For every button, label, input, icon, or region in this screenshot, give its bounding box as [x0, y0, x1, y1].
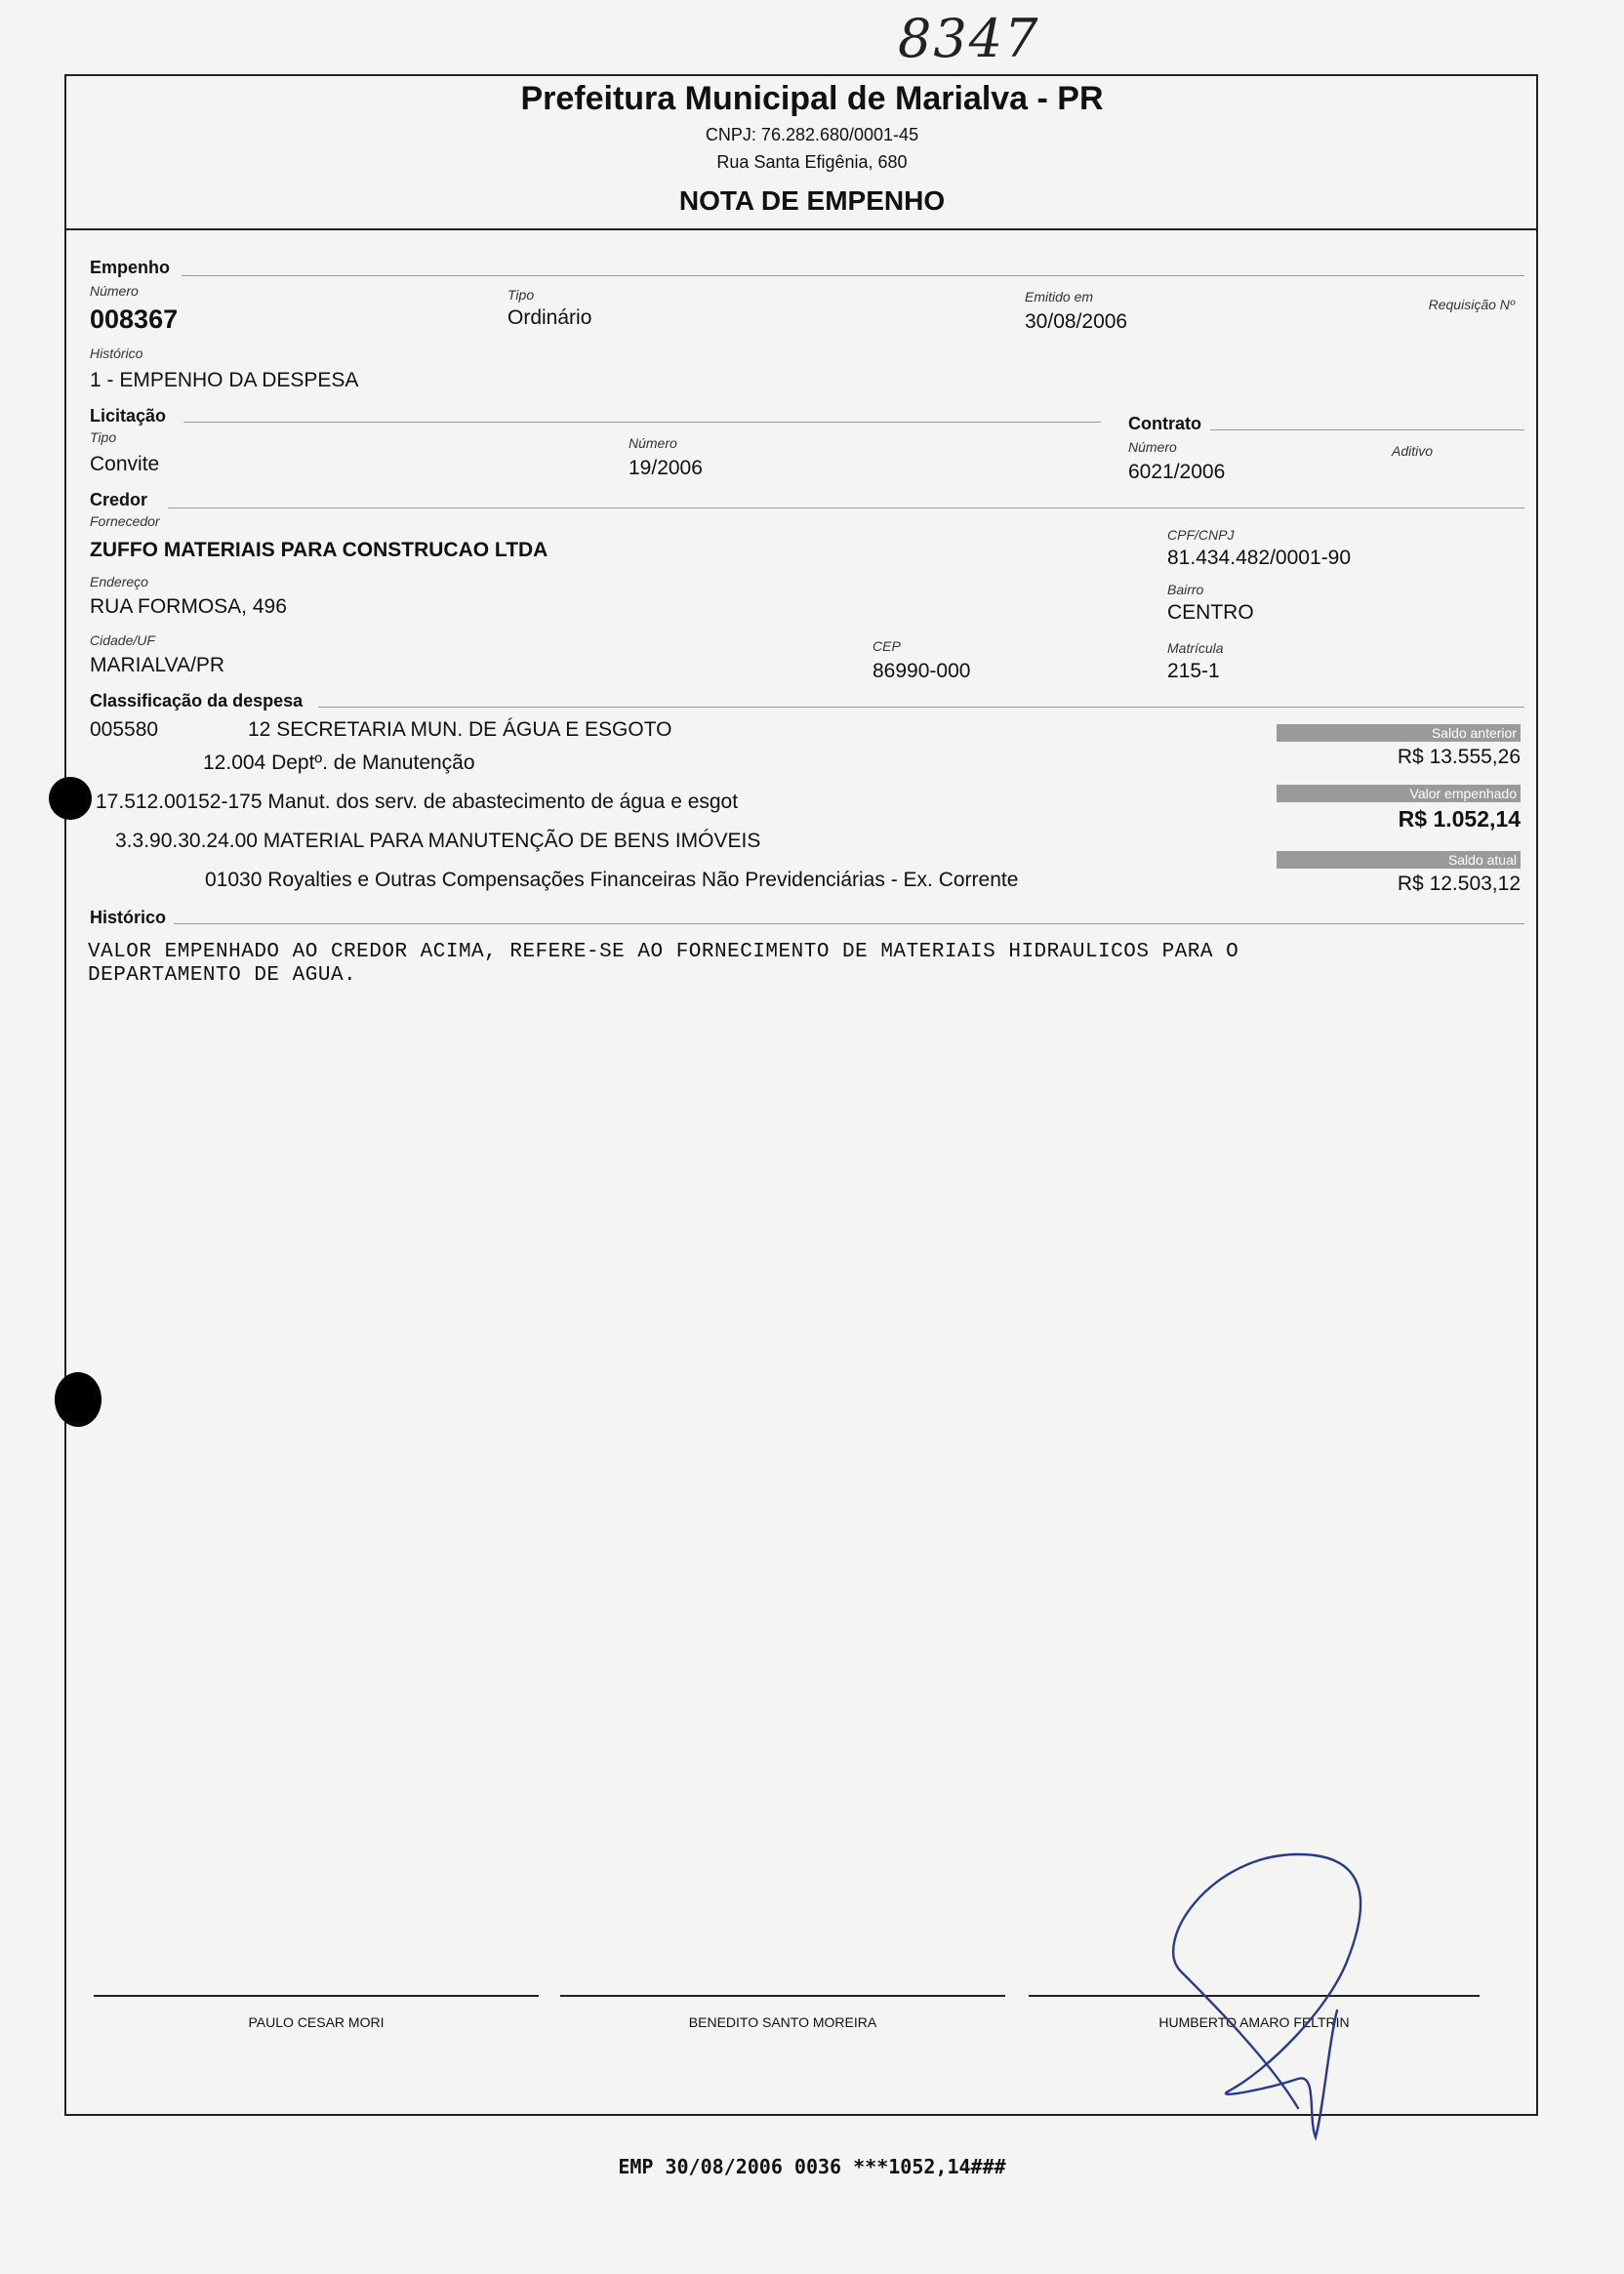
page-title: Prefeitura Municipal de Marialva - PR	[520, 80, 1104, 117]
classificacao-fonte: 01030 Royalties e Outras Compensações Financeiras Não Previdenciárias - Ex. Corrente	[205, 869, 1019, 891]
saldo-anterior-value: R$ 13.555,26	[1397, 746, 1521, 768]
section-contrato: Contrato	[1128, 414, 1201, 433]
emitido-date: 30/08/2006	[1025, 310, 1128, 333]
endereco-value: RUA FORMOSA, 496	[90, 595, 287, 618]
signature-name-3: HUMBERTO AMARO FELTRIN	[1158, 2014, 1350, 2030]
header-address: Rua Santa Efigênia, 680	[716, 152, 908, 172]
matricula-label: Matrícula	[1167, 640, 1224, 656]
footer-authentication-code: EMP 30/08/2006 0036 ***1052,14###	[618, 2155, 1006, 2178]
empenho-tipo: Ordinário	[508, 306, 592, 329]
fornecedor-label: Fornecedor	[90, 513, 160, 529]
classificacao-funcional: 17.512.00152-175 Manut. dos serv. de abastecimento de água e esgot	[96, 791, 739, 813]
contrato-numero: 6021/2006	[1128, 461, 1226, 483]
section-empenho: Empenho	[90, 258, 171, 277]
signature-line	[94, 1995, 539, 1997]
licitacao-tipo-label: Tipo	[90, 429, 117, 445]
cpf-label: CPF/CNPJ	[1167, 527, 1235, 543]
section-historico: Histórico	[90, 908, 167, 927]
handwritten-signature	[1152, 1835, 1405, 2147]
empenho-numero-label: Número	[90, 283, 139, 299]
saldo-anterior-label: Saldo anterior	[1277, 724, 1521, 742]
cidade-label: Cidade/UF	[90, 632, 155, 648]
cidade-value: MARIALVA/PR	[90, 654, 225, 676]
handwritten-number: 8347	[898, 8, 1040, 69]
section-rule	[182, 275, 1524, 276]
historico-line-2: DEPARTAMENTO DE AGUA.	[88, 964, 357, 987]
historico-line-1: VALOR EMPENHADO AO CREDOR ACIMA, REFERE-SE AO FORNECIMENTO DE MATERIAIS HIDRAULICOS PARA O	[88, 941, 1239, 963]
saldo-atual-value: R$ 12.503,12	[1397, 873, 1521, 895]
section-rule	[318, 707, 1524, 708]
cep-label: CEP	[873, 638, 901, 654]
document-title: NOTA DE EMPENHO	[678, 185, 946, 216]
valor-empenhado-label: Valor empenhado	[1277, 785, 1521, 802]
section-rule	[1210, 429, 1524, 430]
licitacao-tipo: Convite	[90, 453, 160, 475]
signature-name-1: PAULO CESAR MORI	[248, 2014, 385, 2030]
contrato-numero-label: Número	[1128, 439, 1177, 455]
section-rule	[174, 923, 1524, 924]
section-classificacao: Classificação da despesa	[90, 691, 304, 711]
empenho-tipo-label: Tipo	[508, 287, 535, 303]
section-licitacao: Licitação	[90, 406, 167, 426]
contrato-aditivo-label: Aditivo	[1392, 443, 1434, 459]
classificacao-departamento: 12.004 Deptº. de Manutenção	[203, 751, 475, 774]
emitido-label: Emitido em	[1025, 289, 1094, 305]
signature-line	[560, 1995, 1005, 1997]
classificacao-elemento: 3.3.90.30.24.00 MATERIAL PARA MANUTENÇÃO DE BENS IMÓVEIS	[115, 830, 761, 852]
cpf-value: 81.434.482/0001-90	[1167, 547, 1352, 569]
valor-empenhado-value: R$ 1.052,14	[1398, 806, 1521, 832]
endereco-label: Endereço	[90, 574, 148, 589]
licitacao-numero: 19/2006	[629, 457, 703, 479]
licitacao-numero-label: Número	[629, 435, 677, 451]
section-credor: Credor	[90, 490, 148, 509]
empenho-historico-label: Histórico	[90, 345, 143, 361]
header-cnpj: CNPJ: 76.282.680/0001-45	[705, 125, 919, 144]
classificacao-code: 005580	[90, 718, 159, 741]
bairro-label: Bairro	[1167, 582, 1204, 597]
punch-hole	[55, 1372, 102, 1427]
saldo-atual-label: Saldo atual	[1277, 851, 1521, 869]
empenho-historico: 1 - EMPENHO DA DESPESA	[90, 369, 359, 391]
cep-value: 86990-000	[873, 660, 971, 682]
requisicao-label: Requisição Nº	[1428, 297, 1515, 312]
classificacao-secretaria: 12 SECRETARIA MUN. DE ÁGUA E ESGOTO	[248, 718, 672, 741]
matricula-value: 215-1	[1167, 660, 1220, 682]
bairro-value: CENTRO	[1167, 601, 1254, 624]
section-rule	[183, 422, 1101, 423]
punch-hole	[49, 777, 92, 820]
header-divider	[64, 228, 1538, 230]
fornecedor-name: ZUFFO MATERIAIS PARA CONSTRUCAO LTDA	[90, 539, 548, 561]
empenho-numero: 008367	[90, 305, 179, 334]
signature-name-2: BENEDITO SANTO MOREIRA	[688, 2014, 877, 2030]
